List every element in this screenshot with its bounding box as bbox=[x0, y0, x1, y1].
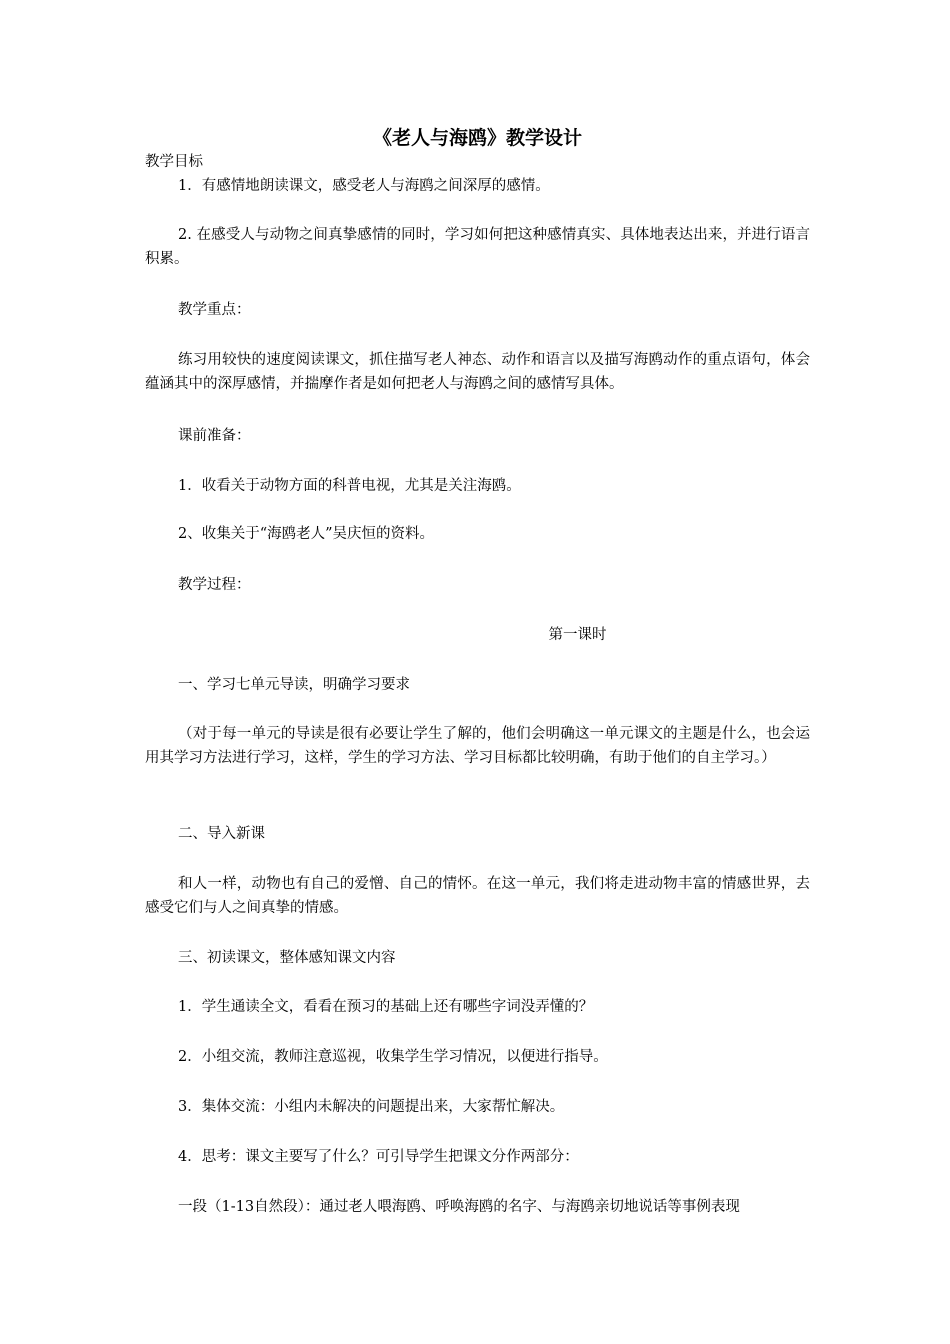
step-3-item-3: 3．集体交流：小组内未解决的问题提出来，大家帮忙解决。 bbox=[178, 1099, 565, 1115]
step-3-item-4: 4．思考：课文主要写了什么？可引导学生把课文分作两部分： bbox=[178, 1149, 579, 1165]
heading-focus: 教学重点： bbox=[178, 302, 251, 318]
heading-objectives: 教学目标 bbox=[145, 154, 203, 170]
objective-2: 2. 在感受人与动物之间真挚感情的同时，学习如何把这种感情真实、具体地表达出来，并进行语言积累。 bbox=[145, 227, 810, 267]
step-3-heading: 三、初读课文，整体感知课文内容 bbox=[178, 950, 396, 966]
document-page bbox=[145, 0, 810, 1344]
prep-item-2: 2、收集关于“海鸥老人”吴庆恒的资料。 bbox=[178, 526, 435, 542]
prep-item-1: 1．收看关于动物方面的科普电视，尤其是关注海鸥。 bbox=[178, 478, 521, 494]
step-2-text: 和人一样，动物也有自己的爱憎、自己的情怀。在这一单元，我们将走进动物丰富的情感世界，去感受它们与人之间真挚的情感。 bbox=[145, 876, 810, 916]
objective-1: 1．有感情地朗读课文，感受老人与海鸥之间深厚的感情。 bbox=[178, 178, 550, 194]
focus-text: 练习用较快的速度阅读课文，抓住描写老人神态、动作和语言以及描写海鸥动作的重点语句，体会蕴涵其中的深厚感情，并揣摩作者是如何把老人与海鸥之间的感情写具体。 bbox=[145, 352, 810, 392]
step-1-heading: 一、学习七单元导读，明确学习要求 bbox=[178, 677, 410, 693]
lesson-title: 第一课时 bbox=[548, 627, 607, 643]
step-2-heading: 二、导入新课 bbox=[178, 826, 265, 842]
step-3-item-2: 2．小组交流，教师注意巡视，收集学生学习情况，以便进行指导。 bbox=[178, 1049, 608, 1065]
step-3-part-1: 一段（1-13自然段）：通过老人喂海鸥、呼唤海鸥的名字、与海鸥亲切地说话等事例表现 bbox=[178, 1199, 740, 1215]
step-3-item-1: 1．学生通读全文，看看在预习的基础上还有哪些字词没弄懂的？ bbox=[178, 999, 594, 1015]
heading-process: 教学过程： bbox=[178, 577, 251, 593]
step-1-text: （对于每一单元的导读是很有必要让学生了解的，他们会明确这一单元课文的主题是什么，也会运用其学习方法进行学习，这样，学生的学习方法、学习目标都比较明确，有助于他们的自主学习。） bbox=[145, 726, 810, 766]
document-title: 《老人与海鸥》教学设计 bbox=[372, 127, 582, 149]
heading-prep: 课前准备： bbox=[178, 428, 251, 444]
